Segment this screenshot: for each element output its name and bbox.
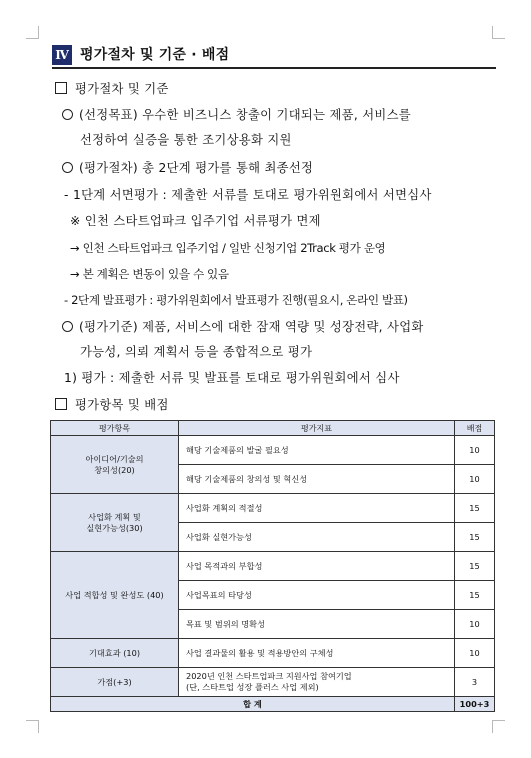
category-label-line1: 아이디어/기술의 xyxy=(85,453,144,464)
indicator-cell: 사업 결과물의 활용 및 적용방안의 구체성 xyxy=(179,639,455,668)
table-row xyxy=(51,552,495,581)
category-cell xyxy=(51,436,179,494)
table-total-row xyxy=(51,697,495,712)
indicator-cell: 사업화 계획의 적절성 xyxy=(179,494,455,523)
heading-items-scores-text: 평가항목 및 배점 xyxy=(75,398,169,412)
table-header-row xyxy=(51,421,495,436)
table-row xyxy=(51,436,495,465)
indicator-cell: 사업목표의 타당성 xyxy=(179,581,455,610)
score-cell: 15 xyxy=(455,552,495,581)
bullet-selection-goal-cont: 선정하여 실증을 통한 조기상용화 지원 xyxy=(80,133,292,147)
bullet-procedure xyxy=(62,159,313,177)
section-number-badge: Ⅳ xyxy=(52,45,72,65)
arrow-two-track: → 인천 스타트업파크 입주기업 / 일반 신청기업 2Track 평가 운영 xyxy=(70,241,386,255)
score-cell: 10 xyxy=(455,610,495,639)
crop-mark-top-right xyxy=(492,26,505,39)
section-header xyxy=(52,45,496,69)
score-cell: 10 xyxy=(455,436,495,465)
score-cell: 15 xyxy=(455,523,495,552)
indicator-line1: 2020년 인천 스타트업파크 지원사업 참여기업 xyxy=(186,671,352,681)
score-cell: 15 xyxy=(455,581,495,610)
category-label-line2: 실현가능성(30) xyxy=(86,522,143,533)
bullet-selection-goal xyxy=(62,106,411,124)
category-cell xyxy=(51,639,179,668)
score-cell: 10 xyxy=(455,639,495,668)
indicator-cell: 사업화 실현가능성 xyxy=(179,523,455,552)
indicator-cell xyxy=(179,668,455,697)
indicator-line2: (단, 스타트업 성장 플러스 사업 제외) xyxy=(186,682,319,692)
table-row xyxy=(51,668,495,697)
category-label-line1: 사업 적합성 및 완성도 (40) xyxy=(65,589,164,600)
score-cell: 3 xyxy=(455,668,495,697)
indicator-cell: 사업 목적과의 부합성 xyxy=(179,552,455,581)
heading-items-scores xyxy=(55,396,169,414)
total-label: 합 계 xyxy=(51,697,455,712)
category-label-line2: 창의성(20) xyxy=(94,464,135,475)
category-label-line1: 가점(+3) xyxy=(97,676,132,687)
crop-mark-bottom-right xyxy=(492,720,505,733)
heading-procedure-text: 평가절차 및 기준 xyxy=(75,82,169,96)
crop-mark-bottom-left xyxy=(26,720,39,733)
arrow-subject-to-change: → 본 계획은 변동이 있을 수 있음 xyxy=(70,267,229,281)
evaluation-table xyxy=(50,420,495,712)
category-cell xyxy=(51,668,179,697)
bullet-criteria xyxy=(62,318,424,336)
category-cell xyxy=(51,494,179,552)
square-bullet-icon xyxy=(55,398,67,410)
header-category: 평가항목 xyxy=(51,421,179,436)
total-score: 100+3 xyxy=(455,697,495,712)
table-row xyxy=(51,494,495,523)
crop-mark-top-left xyxy=(26,26,39,39)
indicator-cell: 목표 및 범위의 명확성 xyxy=(179,610,455,639)
indicator-cell: 해당 기술제품의 발굴 필요성 xyxy=(179,436,455,465)
square-bullet-icon xyxy=(55,82,67,94)
bullet-criteria-line1: (평가기준) 제품, 서비스에 대한 잠재 역량 및 성장전략, 사업화 xyxy=(79,320,424,334)
table-row xyxy=(51,639,495,668)
header-score: 배점 xyxy=(455,421,495,436)
step1-document-review: - 1단계 서면평가 : 제출한 서류를 토대로 평가위원회에서 서면심사 xyxy=(64,188,432,202)
step2-presentation: - 2단계 발표평가 : 평가위원회에서 발표평가 진행(필요시, 온라인 발표) xyxy=(64,293,408,307)
bullet-procedure-text: (평가절차) 총 2단계 평가를 통해 최종선정 xyxy=(79,161,314,175)
note-evaluation: 1) 평가 : 제출한 서류 및 발표를 토대로 평가위원회에서 심사 xyxy=(64,371,400,385)
bullet-criteria-cont: 가능성, 의뢰 계획서 등을 종합적으로 평가 xyxy=(80,345,313,359)
header-indicator: 평가지표 xyxy=(179,421,455,436)
score-cell: 10 xyxy=(455,465,495,494)
category-cell xyxy=(51,552,179,639)
bullet-selection-goal-line1: (선정목표) 우수한 비즈니스 창출이 기대되는 제품, 서비스를 xyxy=(79,108,411,122)
heading-procedure xyxy=(55,80,169,98)
circle-bullet-icon xyxy=(62,162,73,173)
circle-bullet-icon xyxy=(62,321,73,332)
category-label-line1: 기대효과 (10) xyxy=(88,647,141,658)
note-exemption: ※ 인천 스타트업파크 입주기업 서류평가 면제 xyxy=(70,214,321,228)
circle-bullet-icon xyxy=(62,109,73,120)
category-label-line1: 사업화 계획 및 xyxy=(88,511,141,522)
section-rule xyxy=(52,67,496,69)
section-title: 평가절차 및 기준 · 배점 xyxy=(80,47,230,63)
indicator-cell: 해당 기술제품의 창의성 및 혁신성 xyxy=(179,465,455,494)
score-cell: 15 xyxy=(455,494,495,523)
